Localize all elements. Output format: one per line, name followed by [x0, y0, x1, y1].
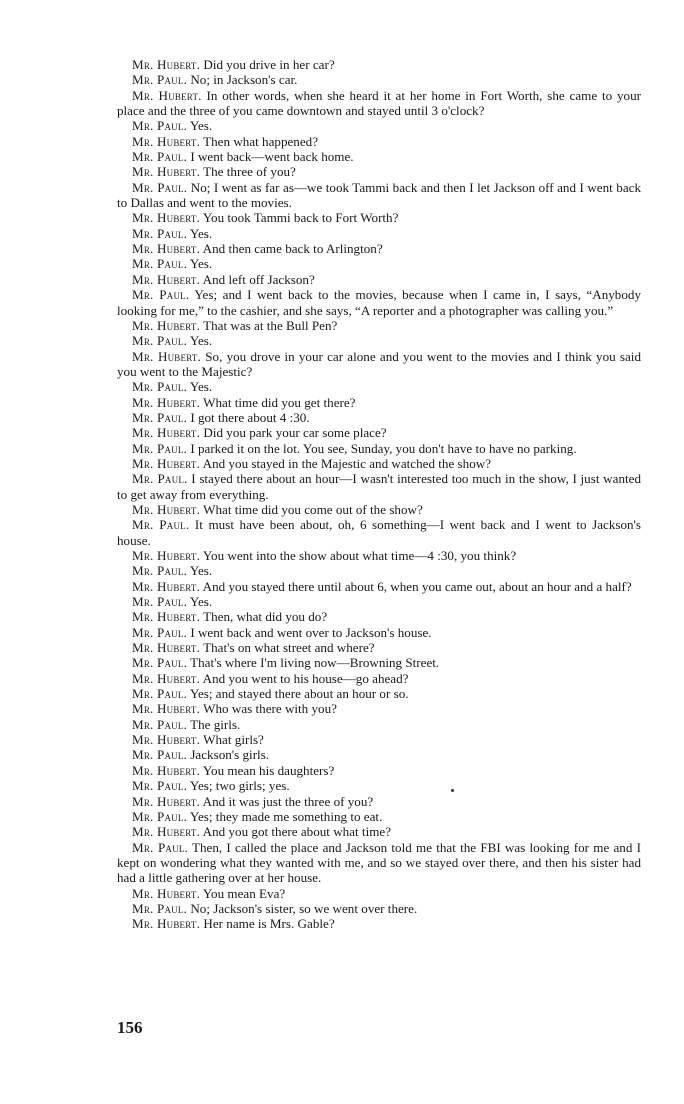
- statement-text: And you went to his house—go ahead?: [202, 670, 409, 686]
- transcript-line: [117, 686, 641, 701]
- transcript-line: [117, 88, 641, 119]
- transcript-line: [117, 241, 641, 256]
- speaker-name: Mr. Paul.: [132, 287, 190, 303]
- speaker-name: Mr. Hubert.: [132, 348, 202, 364]
- transcript-line: [117, 824, 641, 839]
- speaker-name: Mr. Hubert.: [132, 670, 201, 686]
- statement-text: You went into the show about what time—4 :30, you think?: [202, 548, 517, 563]
- speaker-name: Mr. Hubert.: [132, 210, 201, 226]
- speaker-name: Mr. Paul.: [132, 839, 189, 855]
- statement-text: You took Tammi back to Fort Worth?: [202, 210, 399, 226]
- speaker-name: Mr. Hubert.: [132, 241, 201, 257]
- speaker-name: Mr. Hubert.: [132, 762, 201, 778]
- statement-text: And left off Jackson?: [202, 271, 315, 287]
- speaker-name: Mr. Paul.: [132, 686, 188, 702]
- statement-text: Who was there with you?: [203, 701, 337, 717]
- speaker-name: Mr. Paul.: [132, 900, 188, 916]
- transcript-line: [117, 272, 641, 287]
- speaker-name: Mr. Paul.: [132, 747, 188, 763]
- statement-text: And you stayed in the Majestic and watched the show?: [202, 455, 492, 471]
- transcript-line: [117, 287, 641, 318]
- statement-text: No; in Jackson's car.: [190, 72, 298, 88]
- speaker-name: Mr. Hubert.: [132, 732, 201, 748]
- transcript-line: [117, 134, 641, 149]
- speaker-name: Mr. Hubert.: [132, 701, 201, 717]
- statement-text: Her name is Mrs. Gable?: [203, 916, 335, 932]
- transcript-line: [117, 640, 641, 655]
- transcript-line: [117, 548, 641, 563]
- speaker-name: Mr. Paul.: [132, 149, 188, 165]
- page-number: 156: [117, 1018, 143, 1037]
- transcript-line: [117, 609, 641, 624]
- transcript-line: [117, 579, 641, 594]
- speaker-name: Mr. Paul.: [132, 563, 188, 579]
- transcript-line: [117, 763, 641, 778]
- statement-text: Then, I called the place and Jackson told me that the FBI was looking for me and I kept on wondering what they wanted with me, and so we stayed over there, and then his sister had had a little gathering over at her house.: [117, 839, 641, 886]
- transcript-line: [117, 517, 641, 548]
- transcript-line: [117, 425, 641, 440]
- transcript-line: [117, 563, 641, 578]
- statement-text: The girls.: [190, 716, 241, 732]
- statement-text: Yes.: [189, 563, 213, 579]
- transcript-line: [117, 410, 641, 425]
- speaker-name: Mr. Hubert.: [132, 455, 201, 471]
- statement-text: I went back—went back home.: [190, 149, 354, 165]
- transcript-line: [117, 349, 641, 380]
- transcript-line: [117, 502, 641, 517]
- speaker-name: Mr. Paul.: [132, 333, 188, 349]
- statement-text: I stayed there about an hour—I wasn't interested too much in the show, I just wanted to get away from everything.: [117, 471, 641, 502]
- transcript-line: [117, 886, 641, 901]
- speaker-name: Mr. Paul.: [132, 256, 188, 272]
- speaker-name: Mr. Hubert.: [132, 548, 201, 563]
- speaker-name: Mr. Paul.: [132, 594, 188, 610]
- transcript-line: [117, 671, 641, 686]
- transcript-line: [117, 717, 641, 732]
- statement-text: I got there about 4 :30.: [190, 409, 310, 425]
- statement-text: I went back and went over to Jackson's house.: [190, 624, 432, 640]
- speaker-name: Mr. Hubert.: [132, 133, 201, 149]
- transcript-line: [117, 210, 641, 225]
- statement-text: Then, what did you do?: [203, 609, 328, 625]
- statement-text: What girls?: [203, 732, 264, 748]
- statement-text: What time did you come out of the show?: [203, 501, 423, 517]
- statement-text: Yes; they made me something to eat.: [189, 808, 383, 824]
- statement-text: And then came back to Arlington?: [202, 241, 383, 257]
- statement-text: And you got there about what time?: [202, 824, 392, 840]
- speaker-name: Mr. Hubert.: [132, 87, 202, 103]
- transcript-line: [117, 164, 641, 179]
- statement-text: That's where I'm living now—Browning Street.: [190, 655, 440, 671]
- transcript-line: [117, 395, 641, 410]
- speaker-name: Mr. Hubert.: [132, 824, 201, 840]
- print-speck: [451, 789, 454, 792]
- speaker-name: Mr. Paul.: [132, 716, 188, 732]
- speaker-name: Mr. Hubert.: [132, 271, 201, 287]
- transcript-line: [117, 778, 641, 793]
- transcript-line: [117, 72, 641, 87]
- statement-text: Yes.: [189, 594, 213, 610]
- transcript-line: [117, 655, 641, 670]
- transcript-line: [117, 456, 641, 471]
- statement-text: Yes.: [189, 256, 213, 272]
- transcript-line: [117, 701, 641, 716]
- transcript-line: [117, 226, 641, 241]
- speaker-name: Mr. Hubert.: [132, 793, 201, 809]
- transcript-line: [117, 809, 641, 824]
- statement-text: Yes.: [189, 118, 213, 134]
- speaker-name: Mr. Hubert.: [132, 317, 201, 333]
- speaker-name: Mr. Paul.: [132, 624, 188, 640]
- speaker-name: Mr. Hubert.: [132, 578, 201, 594]
- speaker-name: Mr. Hubert.: [132, 640, 201, 656]
- speaker-name: Mr. Hubert.: [132, 164, 201, 180]
- statement-text: Yes.: [189, 379, 213, 395]
- statement-text: Jackson's girls.: [190, 747, 270, 763]
- transcript-line: [117, 840, 641, 886]
- statement-text: No; I went as far as—we took Tammi back and then I let Jackson off and I went back to Dallas and went to the movies.: [117, 179, 641, 211]
- speaker-name: Mr. Paul.: [132, 409, 188, 425]
- statement-text: The three of you?: [203, 164, 296, 180]
- speaker-name: Mr. Paul.: [132, 655, 188, 671]
- statement-text: Then what happened?: [203, 133, 319, 149]
- statement-text: It must have been about, oh, 6 something—I went back and I went to Jackson's house.: [117, 517, 642, 548]
- transcript-line: [117, 118, 641, 133]
- speaker-name: Mr. Hubert.: [132, 501, 201, 517]
- speaker-name: Mr. Paul.: [132, 471, 188, 487]
- transcript-line: [117, 441, 641, 456]
- statement-text: Yes; and stayed there about an hour or so.: [189, 686, 409, 702]
- statement-text: Yes; and I went back to the movies, because when I came in, I says, “Anybody looking for me,” to the cashier, and she says, “A reporter and a photographer was calling you.”: [117, 287, 641, 318]
- statement-text: That was at the Bull Pen?: [203, 317, 338, 333]
- speaker-name: Mr. Hubert.: [132, 885, 201, 901]
- transcript-line: [117, 732, 641, 747]
- transcript-line: [117, 149, 641, 164]
- speaker-name: Mr. Hubert.: [132, 57, 201, 72]
- speaker-name: Mr. Paul.: [132, 118, 188, 134]
- transcript-line: [117, 794, 641, 809]
- transcript-line: [117, 471, 641, 502]
- statement-text: And you stayed there until about 6, when you came out, about an hour and a half?: [202, 578, 632, 594]
- transcript-line: [117, 625, 641, 640]
- speaker-name: Mr. Hubert.: [132, 425, 201, 441]
- transcript-line: [117, 916, 641, 931]
- transcript-line: [117, 594, 641, 609]
- transcript-line: [117, 333, 641, 348]
- transcript-line: [117, 318, 641, 333]
- speaker-name: Mr. Paul.: [132, 440, 188, 456]
- speaker-name: Mr. Hubert.: [132, 394, 201, 410]
- speaker-name: Mr. Paul.: [132, 72, 188, 88]
- statement-text: So, you drove in your car alone and you went to the movies and I think you said you went to the Majestic?: [117, 348, 641, 379]
- speaker-name: Mr. Paul.: [132, 778, 188, 794]
- speaker-name: Mr. Paul.: [132, 225, 188, 241]
- statement-text: Yes.: [189, 333, 213, 349]
- statement-text: And it was just the three of you?: [202, 793, 374, 809]
- statement-text: What time did you get there?: [203, 394, 356, 410]
- statement-text: Yes.: [189, 225, 213, 241]
- statement-text: Yes; two girls; yes.: [189, 778, 290, 794]
- speaker-name: Mr. Hubert.: [132, 609, 201, 625]
- transcript-line: [117, 747, 641, 762]
- statement-text: Did you drive in her car?: [203, 57, 335, 72]
- transcript-body: [117, 57, 641, 932]
- statement-text: I parked it on the lot. You see, Sunday, you don't have to have no parking.: [190, 440, 577, 456]
- speaker-name: Mr. Paul.: [132, 808, 188, 824]
- transcript-line: [117, 180, 641, 211]
- speaker-name: Mr. Paul.: [132, 517, 190, 533]
- speaker-name: Mr. Hubert.: [132, 916, 201, 932]
- statement-text: You mean his daughters?: [202, 762, 335, 778]
- transcript-line: [117, 256, 641, 271]
- statement-text: Did you park your car some place?: [203, 425, 387, 441]
- statement-text: You mean Eva?: [202, 885, 286, 901]
- speaker-name: Mr. Paul.: [132, 179, 188, 195]
- speaker-name: Mr. Paul.: [132, 379, 188, 395]
- statement-text: In other words, when she heard it at her home in Fort Worth, she came to your place and the three of you came downtown and stayed until 3 o'clock?: [117, 87, 641, 119]
- transcript-line: [117, 901, 641, 916]
- transcript-line: [117, 379, 641, 394]
- transcript-line: [117, 57, 641, 72]
- statement-text: That's on what street and where?: [203, 640, 375, 656]
- statement-text: No; Jackson's sister, so we went over there.: [190, 900, 418, 916]
